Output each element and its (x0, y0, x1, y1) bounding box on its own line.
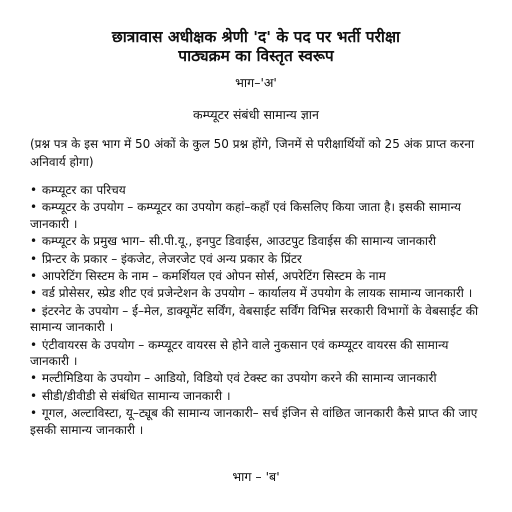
list-item (30, 268, 490, 284)
list-item (30, 337, 490, 370)
list-item (30, 182, 490, 198)
list-item (30, 388, 490, 404)
subject-heading: कम्प्यूटर संबंधी सामान्य ज्ञान (193, 107, 319, 122)
list-item (30, 199, 490, 232)
syllabus-list (30, 182, 490, 439)
bullet-icon: • (30, 371, 38, 386)
list-item (30, 303, 490, 336)
list-item (30, 405, 490, 438)
document-title: छात्रावास अधीक्षक श्रेणी 'द' के पद पर भर्ती परीक्षा (111, 28, 401, 46)
list-item-text: एंटीवायरस के उपयोग – कम्प्यूटर वायरस से होने वाले नुकसान एवं कम्प्यूटर वायरस की सामान्य जानकारी । (30, 337, 449, 369)
bullet-icon: • (30, 183, 38, 197)
bullet-icon: • (30, 337, 38, 352)
list-item-text: आपरेटिंग सिस्टम के नाम – कमर्शियल एवं ओपन सोर्स, अपरेटिंग सिस्टम के नाम (41, 269, 386, 284)
list-item-text: वर्ड प्रोसेसर, स्प्रेड शीट एवं प्रजेन्टेशन के उपयोग – कार्यालय में उपयोग के लायक सामान्य जानकारी । (41, 286, 473, 301)
intro-paragraph: (प्रश्न पत्र के इस भाग में 50 अंकों के कुल 50 प्रश्न होंगे, जिनमें से परीक्षार्थियों को 25 अंक प्राप्त करना अनिवार्य होगा) (30, 137, 475, 169)
bullet-icon: • (30, 269, 38, 284)
bullet-icon: • (30, 303, 38, 318)
list-item-text: कम्प्यूटर के उपयोग – कम्प्यूटर का उपयोग कहां–कहॉं एवं किसलिए किया जाता है। इसकी सामान्य जानकारी । (30, 200, 461, 231)
part-b-heading: भाग – 'ब' (232, 469, 280, 484)
list-item-text: कम्प्यूटर के प्रमुख भाग– सी.पी.यू., इनपुट डिवाईस, आउटपुट डिवाईस की सामान्य जानकारी (41, 234, 437, 249)
bullet-icon: • (30, 234, 38, 249)
list-item-text: मल्टीमिडिया के उपयोग – आडियो, विडियो एवं टेक्स्ट का उपयोग करने की सामान्य जानकारी (41, 371, 437, 386)
bullet-icon: • (30, 388, 38, 403)
bullet-icon: • (30, 200, 38, 215)
bullet-icon: • (30, 406, 38, 421)
bullet-icon: • (30, 251, 38, 266)
list-item-text: कम्प्यूटर का परिचय (41, 183, 126, 197)
list-item (30, 285, 490, 301)
list-item-text: प्रिन्टर के प्रकार – इंकजेट, लेजरजेट एवं अन्य प्रकार के प्रिंटर (41, 251, 302, 266)
list-item-text: गूगल, अल्टाविस्टा, यू–ट्यूब की सामान्य जानकारी– सर्च इंजिन से वांछित जानकारी कैसे प्राप्त की जाए इसकी सामान्य जानकारी । (30, 406, 478, 437)
part-a-heading: भाग–'अ' (235, 75, 277, 90)
list-item (30, 233, 490, 249)
document-subtitle: पाठ्यक्रम का विस्तृत स्वरूप (178, 47, 334, 65)
list-item-text: इंटरनेट के उपयोग – ई–मेल, डाक्यूमेंट सर्विंग, वेबसाईट सर्विंग विभिन्न सरकारी विभागों के वेबसाईट की सामान्य जानकारी । (30, 303, 479, 335)
list-item-text: सीडी/डीवीडी से संबंधित सामान्य जानकारी । (41, 388, 231, 403)
list-item (30, 370, 490, 386)
bullet-icon: • (30, 286, 38, 301)
list-item (30, 251, 490, 267)
